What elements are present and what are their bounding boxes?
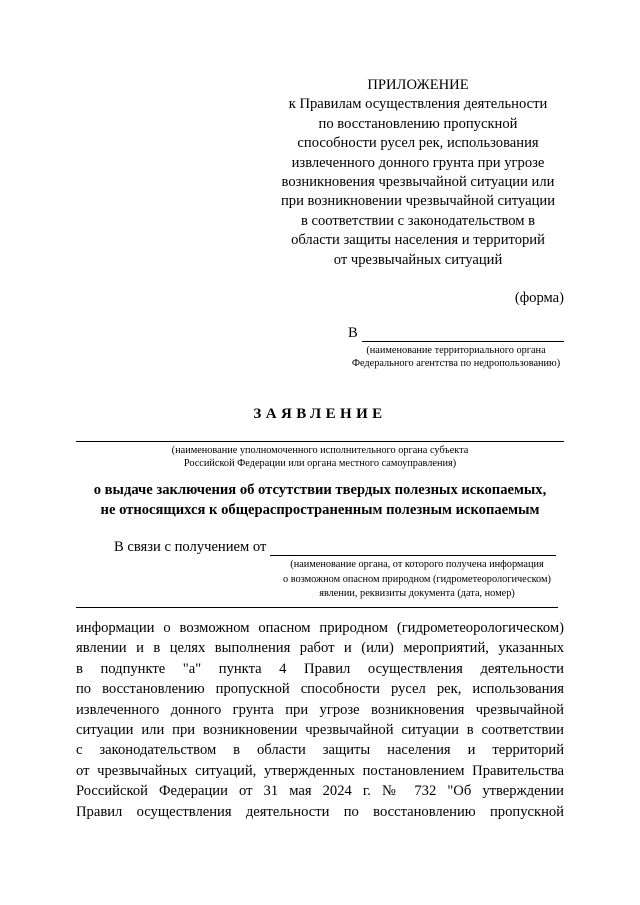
received-from-field-continued[interactable] (76, 607, 558, 608)
issuer-field[interactable] (76, 441, 564, 442)
appendix-line: в соответствии с законодательством в (300, 212, 536, 229)
received-from-field[interactable] (270, 540, 556, 556)
caption-line: (наименование территориального органа (366, 345, 546, 356)
body-line: в подпункте "а" пункта 4 Правил осуществления деятельности (76, 660, 564, 677)
recipient-block (348, 323, 564, 371)
appendix-line: при возникновении чрезвычайной ситуации (280, 193, 556, 210)
caption-line: Федерального агентства по недропользованию) (351, 358, 561, 370)
body-line: Правил осуществления деятельности по восстановлению пропускной (76, 803, 564, 820)
appendix-block (262, 76, 574, 270)
body-line: по восстановлению пропускной способности русел рек, использования (76, 681, 564, 698)
subject-line: о выдаче заключения об отсутствии твердых полезных ископаемых, (93, 482, 547, 498)
received-from-row (114, 537, 556, 556)
subject-line: не относящихся к общераспространенным полезным ископаемым (100, 502, 540, 518)
appendix-line: к Правилам осуществления деятельности (288, 96, 548, 113)
body-line: информации о возможном опасном природном (гидрометеорологическом) (76, 620, 564, 636)
caption-line: (наименование уполномоченного исполнительного органа субъекта (171, 445, 469, 456)
caption-line: Российской Федерации или органа местного самоуправления) (183, 458, 457, 470)
body-line: от чрезвычайных ситуаций, утвержденных постановлением Правительства (76, 762, 564, 779)
subject-heading (60, 480, 580, 520)
appendix-line: от чрезвычайных ситуаций (333, 251, 503, 268)
body-line: Российской Федерации от 31 мая 2024 г. № 732 "Об утверждении (76, 783, 564, 800)
received-from-label: В связи с получением от (114, 539, 267, 555)
issuer-caption (76, 444, 564, 471)
appendix-line: способности русел рек, использования (297, 135, 539, 152)
appendix-line: области защиты населения и территорий (291, 232, 545, 249)
body-line: извлеченного донного грунта при угрозе возникновения чрезвычайной (76, 701, 564, 718)
document-title: ЗАЯВЛЕНИЕ (253, 406, 387, 422)
appendix-line: по восстановлению пропускной (318, 115, 518, 132)
body-line: явлении и в целях выполнения работ и (или) мероприятий, указанных (76, 640, 564, 657)
recipient-prefix: В (348, 325, 358, 341)
recipient-caption (348, 344, 564, 371)
body-line: с законодательством в области защиты населения и территорий (76, 742, 564, 759)
body-line: ситуации или при возникновении чрезвычайной ситуации в соответствии (76, 721, 564, 738)
appendix-line: извлеченного донного грунта при угрозе (291, 154, 545, 171)
caption-line: (наименование органа, от которого получена информация (290, 559, 544, 570)
received-from-caption (278, 558, 556, 602)
form-label: (форма) (514, 290, 564, 306)
appendix-line: возникновения чрезвычайной ситуации или (281, 174, 555, 191)
caption-line: о возможном опасном природном (гидрометеорологическом) (283, 573, 551, 585)
body-paragraph (76, 618, 564, 822)
caption-line: явлении, реквизиты документа (дата, номер) (319, 588, 515, 600)
recipient-field[interactable] (362, 326, 564, 342)
appendix-heading: ПРИЛОЖЕНИЕ (367, 77, 469, 93)
